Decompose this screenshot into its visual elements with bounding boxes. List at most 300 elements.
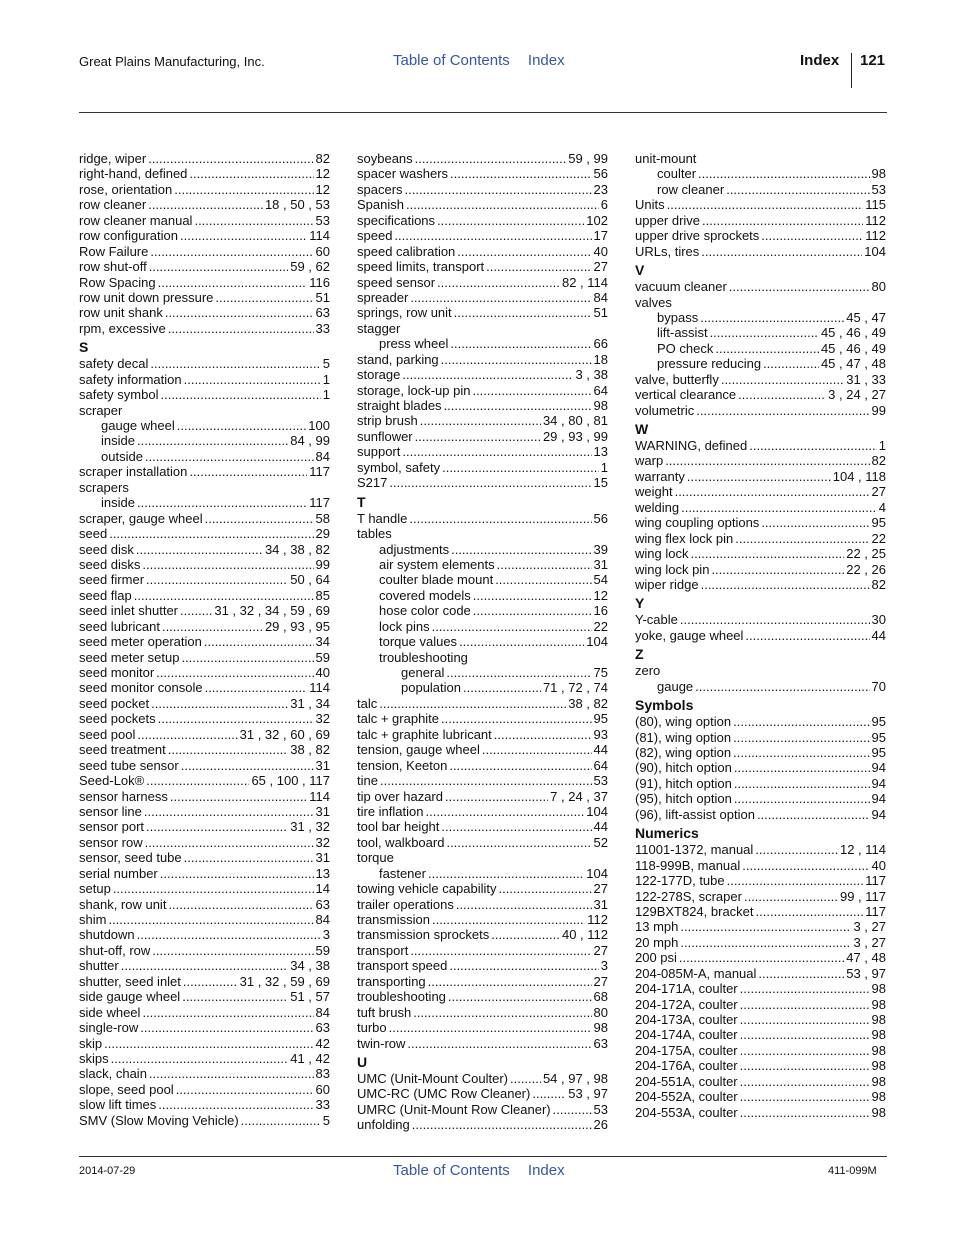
index-term: single-row [79, 1020, 139, 1036]
index-page-refs[interactable]: 60 [315, 243, 330, 259]
index-page-refs[interactable]: 93 [593, 726, 608, 742]
dot-leader [740, 981, 870, 996]
index-term: coulter [657, 166, 697, 182]
index-page-refs[interactable]: 50 , 64 [290, 572, 330, 588]
index-entry [79, 943, 330, 958]
index-page-refs[interactable]: 47 , 48 [846, 950, 886, 966]
index-page-refs[interactable]: 3 , 27 [853, 934, 886, 950]
index-page-refs[interactable]: 27 [593, 973, 608, 989]
index-page-refs[interactable]: 31 [315, 757, 330, 773]
index-term: towing vehicle capability [357, 881, 497, 897]
index-page-refs[interactable]: 104 [586, 634, 608, 650]
index-entry [357, 742, 608, 757]
index-page-refs[interactable]: 1 [322, 371, 330, 387]
index-page-refs[interactable]: 99 [871, 402, 886, 418]
index-page-refs[interactable]: 82 [315, 151, 330, 166]
index-page-refs[interactable]: 29 , 93 , 95 [264, 618, 330, 634]
index-page-refs[interactable]: 84 [315, 448, 330, 464]
index-term: Row Spacing [79, 274, 156, 290]
index-page-refs[interactable]: 98 [871, 1012, 886, 1027]
index-page-refs[interactable]: 94 [871, 791, 886, 807]
index-page-refs[interactable]: 16 [593, 603, 608, 619]
index-page-refs[interactable]: 32 [315, 834, 330, 850]
index-entry [357, 711, 608, 726]
index-page-refs[interactable]: 84 , 99 [290, 433, 330, 449]
index-page-refs[interactable]: 31 , 32 , 59 , 69 [239, 973, 330, 989]
index-page-refs[interactable]: 116 [309, 274, 330, 290]
index-page-refs[interactable]: 41 , 42 [290, 1050, 330, 1066]
index-page-refs[interactable]: 117 [309, 464, 330, 480]
index-page-refs[interactable]: 117 [309, 495, 330, 511]
index-entry [357, 197, 608, 212]
index-page-refs[interactable]: 115 [865, 197, 886, 213]
index-letter-heading: V [635, 262, 645, 279]
dot-leader [241, 1113, 321, 1128]
index-page-refs[interactable]: 63 [593, 1035, 608, 1051]
dot-leader [687, 469, 831, 484]
index-page-refs[interactable]: 31 , 32 , 34 , 59 , 69 [214, 603, 330, 619]
index-page-refs[interactable]: 70 [871, 678, 886, 694]
index-term: fastener [379, 865, 426, 881]
index-page-refs[interactable]: 1 [600, 459, 608, 475]
index-page-refs[interactable]: 66 [593, 336, 608, 352]
index-term: talc + graphite [357, 711, 440, 727]
index-page-refs[interactable]: 95 [871, 745, 886, 760]
index-page-refs[interactable]: 40 , 112 [561, 927, 608, 943]
dot-leader [734, 760, 870, 775]
dot-leader [428, 866, 584, 881]
footer-toc-link[interactable]: Table of Contents [393, 1162, 510, 1179]
index-page-refs[interactable]: 31 , 33 [846, 371, 886, 387]
index-entry [635, 1105, 886, 1120]
index-page-refs[interactable]: 100 [308, 418, 330, 433]
index-term: row unit shank [79, 305, 163, 321]
index-page-refs[interactable]: 15 [593, 475, 608, 491]
index-term: row shut-off [79, 259, 147, 275]
index-page-refs[interactable]: 44 [593, 742, 608, 758]
index-entry [79, 1066, 330, 1081]
index-term: turbo [357, 1020, 387, 1036]
index-term: wing lock pin [635, 561, 710, 577]
index-page-refs[interactable]: 18 , 50 , 53 [264, 197, 330, 213]
index-page-refs[interactable]: 3 [600, 958, 608, 974]
dot-leader [700, 310, 844, 325]
index-page-refs[interactable]: 117 [865, 903, 886, 919]
index-page-refs[interactable]: 27 [593, 259, 608, 275]
index-page-refs[interactable]: 53 [871, 181, 886, 197]
index-page-refs[interactable]: 34 [315, 634, 330, 650]
index-term: transmission [357, 912, 430, 927]
index-page-refs[interactable]: 27 [871, 484, 886, 500]
index-term: 204-176A, coulter [635, 1058, 738, 1074]
index-page-refs[interactable]: 52 [593, 834, 608, 850]
index-page-refs[interactable]: 98 [871, 1042, 886, 1058]
index-page-refs[interactable]: 7 , 24 , 37 [550, 788, 608, 804]
index-page-refs[interactable]: 53 [593, 1101, 608, 1117]
index-page-refs[interactable]: 114 [309, 228, 330, 244]
index-entry [635, 515, 886, 530]
index-page-refs[interactable]: 98 [871, 1089, 886, 1105]
index-entry [357, 789, 608, 804]
dot-leader [162, 619, 263, 634]
index-page-refs[interactable]: 63 [315, 1020, 330, 1036]
index-page-refs[interactable]: 95 [871, 515, 886, 531]
index-page-refs[interactable]: 63 [315, 305, 330, 321]
index-entry [357, 588, 608, 603]
index-page-refs[interactable]: 114 [309, 680, 330, 696]
index-page-refs[interactable]: 54 [593, 572, 608, 588]
index-page-refs[interactable]: 59 [315, 649, 330, 665]
dot-leader [679, 950, 844, 965]
index-page-refs[interactable]: 82 [871, 453, 886, 469]
index-page-refs[interactable]: 5 [322, 1112, 330, 1128]
index-page-refs[interactable]: 45 , 46 , 49 [820, 340, 886, 356]
index-term: Spanish [357, 197, 404, 213]
index-page-refs[interactable]: 104 [864, 243, 886, 259]
dot-leader [498, 881, 591, 896]
index-term: spacers [357, 181, 403, 197]
index-page-refs[interactable]: 40 [593, 243, 608, 259]
index-page-refs[interactable]: 84 [315, 912, 330, 927]
index-term: UMC (Unit-Mount Coulter) [357, 1070, 508, 1086]
index-page-refs[interactable]: 12 , 114 [839, 842, 886, 858]
index-page-refs[interactable]: 3 , 38 [575, 367, 608, 383]
index-page-refs[interactable]: 44 [871, 627, 886, 643]
dot-leader [744, 889, 838, 904]
index-page-refs[interactable]: 3 , 24 , 27 [828, 387, 886, 403]
dot-leader [150, 244, 313, 259]
index-page-refs[interactable]: 94 [871, 806, 886, 822]
index-page-refs[interactable]: 45 , 47 [846, 309, 886, 325]
dot-leader [763, 356, 819, 371]
index-page-refs[interactable]: 104 [586, 803, 608, 819]
index-page-refs[interactable]: 1 [322, 387, 330, 403]
index-page-refs[interactable]: 82 [871, 576, 886, 592]
index-page-refs[interactable]: 99 [315, 556, 330, 572]
index-page-refs[interactable]: 82 , 114 [561, 274, 608, 290]
index-page-refs[interactable]: 34 , 38 , 82 [264, 541, 330, 557]
dot-leader [205, 511, 314, 526]
dot-leader [425, 804, 584, 819]
index-page-refs[interactable]: 27 [593, 881, 608, 897]
index-page-refs[interactable]: 53 , 97 [568, 1086, 608, 1102]
index-page-refs[interactable]: 18 [593, 351, 608, 367]
index-page-refs[interactable]: 42 [315, 1035, 330, 1051]
index-entry [357, 943, 608, 958]
dot-leader [409, 511, 591, 526]
index-entry [635, 279, 886, 294]
index-entry [357, 275, 608, 290]
index-entry [635, 791, 886, 806]
index-term: soybeans [357, 151, 413, 166]
dot-leader [379, 696, 566, 711]
index-term: 122-177D, tube [635, 873, 725, 889]
dot-leader [145, 449, 314, 464]
index-term: seed disks [79, 556, 141, 572]
index-entry [635, 295, 886, 310]
index-entry [79, 850, 330, 865]
index-entry [357, 1117, 608, 1132]
index-entry [357, 352, 608, 367]
index-page-refs[interactable]: 53 [315, 212, 330, 228]
index-page-refs[interactable]: 84 [593, 289, 608, 305]
index-page-refs[interactable]: 112 [865, 212, 886, 228]
index-term: SMV (Slow Moving Vehicle) [79, 1112, 239, 1128]
dot-leader [755, 842, 838, 857]
index-term: T handle [357, 510, 408, 526]
index-page-refs[interactable]: 22 [871, 530, 886, 546]
index-page-refs[interactable]: 117 [865, 873, 886, 889]
index-page-refs[interactable]: 22 , 26 [846, 561, 886, 577]
index-page-refs[interactable]: 14 [315, 881, 330, 897]
index-page-refs[interactable]: 60 [315, 1081, 330, 1097]
index-page-refs[interactable]: 83 [315, 1066, 330, 1082]
index-term: row cleaner [657, 181, 725, 197]
index-page-refs[interactable]: 54 , 97 , 98 [542, 1070, 608, 1086]
index-page-refs[interactable]: 95 [593, 711, 608, 727]
index-page-refs[interactable]: 34 , 38 [290, 958, 330, 974]
index-term: population [401, 680, 461, 696]
index-page-refs[interactable]: 98 [871, 981, 886, 997]
index-page-refs[interactable]: 99 , 117 [839, 888, 886, 904]
index-page-refs[interactable]: 112 [587, 912, 608, 927]
index-term: air system elements [379, 556, 495, 572]
dot-leader [420, 413, 541, 428]
index-page-refs[interactable]: 98 [871, 1027, 886, 1043]
index-page-refs[interactable]: 98 [593, 398, 608, 413]
dot-leader [432, 912, 585, 927]
footer-index-link[interactable]: Index [527, 1162, 565, 1179]
index-entry [79, 372, 330, 387]
dot-leader [494, 727, 592, 742]
index-page-refs[interactable]: 95 [871, 729, 886, 745]
index-page-refs[interactable]: 56 [593, 510, 608, 526]
index-term: seed meter operation [79, 634, 202, 650]
index-term: 11001-1372, manual [635, 842, 754, 858]
dot-leader [189, 166, 313, 181]
index-page-refs[interactable]: 31 , 32 , 60 , 69 [239, 726, 330, 742]
index-page-refs[interactable]: 94 [871, 775, 886, 791]
index-term: row cleaner [79, 197, 147, 213]
dot-leader [456, 897, 592, 912]
dot-leader [510, 1071, 541, 1086]
index-page-refs[interactable]: 94 [871, 760, 886, 776]
index-term: valves [635, 294, 672, 310]
index-term: outside [101, 448, 143, 464]
dot-leader [148, 151, 313, 166]
index-term: transmission sprockets [357, 927, 490, 943]
index-term: row configuration [79, 228, 178, 244]
index-page-refs[interactable]: 23 [593, 181, 608, 197]
index-page-refs[interactable]: 68 [593, 989, 608, 1005]
index-term: covered models [379, 587, 471, 603]
index-link[interactable]: Index [527, 52, 565, 69]
index-term: transport [357, 942, 409, 958]
index-page-refs[interactable]: 6 [600, 197, 608, 213]
index-entry [79, 742, 330, 757]
dot-leader [734, 791, 870, 806]
dot-leader [473, 588, 592, 603]
index-page-refs[interactable]: 30 [871, 612, 886, 628]
index-page-refs[interactable]: 51 , 57 [290, 989, 330, 1005]
index-entry [635, 889, 886, 904]
index-page-refs[interactable]: 63 [315, 896, 330, 912]
index-page-refs[interactable]: 98 [871, 996, 886, 1012]
dot-leader [680, 935, 851, 950]
index-page-refs[interactable]: 5 [322, 356, 330, 372]
index-page-refs[interactable]: 29 , 93 , 99 [542, 428, 608, 444]
dot-leader [165, 305, 314, 320]
index-page-refs[interactable]: 65 , 100 , 117 [251, 773, 330, 789]
index-page-refs[interactable]: 59 , 62 [290, 259, 330, 275]
index-page-refs[interactable]: 29 [315, 526, 330, 542]
index-term: speed limits, transport [357, 259, 485, 275]
index-entry [79, 619, 330, 634]
index-term: coulter blade mount [379, 572, 494, 588]
index-page-refs[interactable]: 40 [315, 665, 330, 680]
index-page-refs[interactable]: 95 [871, 714, 886, 730]
index-page-refs[interactable]: 31 [593, 556, 608, 572]
index-page-refs[interactable]: 80 [593, 1004, 608, 1020]
index-page-refs[interactable]: 59 , 99 [568, 151, 608, 166]
index-page-refs[interactable]: 38 , 82 [290, 742, 330, 758]
index-page-refs[interactable]: 75 [593, 665, 608, 680]
dot-leader [749, 438, 877, 453]
index-term: 200 psi [635, 950, 677, 966]
index-page-refs[interactable]: 22 , 25 [846, 546, 886, 562]
index-page-refs[interactable]: 84 [315, 1004, 330, 1020]
index-page-refs[interactable]: 22 [593, 618, 608, 634]
index-term: side gauge wheel [79, 989, 181, 1005]
index-page-refs[interactable]: 26 [593, 1117, 608, 1133]
dot-leader [181, 650, 313, 665]
index-entry [635, 469, 886, 484]
index-page-refs[interactable]: 98 [871, 1073, 886, 1089]
index-page-refs[interactable]: 58 [315, 510, 330, 526]
index-entry [357, 665, 608, 680]
index-term: seed disk [79, 541, 134, 557]
index-page-refs[interactable]: 51 [315, 289, 330, 305]
index-page-refs[interactable]: 80 [871, 279, 886, 295]
index-entry [635, 966, 886, 981]
index-page-refs[interactable]: 31 [315, 803, 330, 819]
dot-leader [441, 352, 592, 367]
toc-link[interactable]: Table of Contents [393, 52, 510, 69]
index-term: lift-assist [657, 325, 708, 341]
index-term: UMRC (Unit-Mount Row Cleaner) [357, 1101, 551, 1117]
index-letter-heading: S [79, 339, 89, 356]
index-page-refs[interactable]: 12 [315, 166, 330, 182]
index-page-refs[interactable]: 104 , 118 [832, 468, 886, 484]
index-entry [357, 429, 608, 444]
index-page-refs[interactable]: 31 [315, 850, 330, 866]
index-term: transport speed [357, 958, 448, 974]
index-page-refs[interactable]: 39 [593, 541, 608, 557]
index-term: stagger [357, 320, 401, 336]
index-page-refs[interactable]: 59 [315, 942, 330, 958]
index-entry [79, 495, 330, 510]
index-entry [357, 151, 608, 166]
index-page-refs[interactable]: 112 [865, 228, 886, 244]
index-page-refs[interactable]: 45 , 47 , 48 [820, 356, 886, 372]
index-term: volumetric [635, 402, 695, 418]
dot-leader [667, 197, 864, 212]
index-entry [79, 989, 330, 1004]
footer-rule [79, 1156, 887, 1157]
index-page-refs[interactable]: 32 [315, 711, 330, 727]
index-page-refs[interactable]: 56 [593, 166, 608, 182]
index-page-refs[interactable]: 34 , 80 , 81 [542, 413, 608, 429]
index-entry [357, 383, 608, 398]
dot-leader [410, 943, 591, 958]
index-page-refs[interactable]: 38 , 82 [568, 695, 608, 711]
index-page-refs[interactable]: 13 [593, 444, 608, 460]
index-entry [79, 480, 330, 495]
index-page-refs[interactable]: 3 [322, 927, 330, 943]
index-page-refs[interactable]: 13 [315, 865, 330, 881]
dot-leader [721, 372, 844, 387]
index-page-refs[interactable]: 40 [871, 857, 886, 873]
index-page-refs[interactable]: 12 [315, 181, 330, 197]
index-page-refs[interactable]: 33 [315, 1097, 330, 1113]
index-page-refs[interactable]: 51 [593, 305, 608, 321]
index-page-refs[interactable]: 53 [593, 773, 608, 789]
dot-leader [204, 634, 314, 649]
index-page-refs[interactable]: 98 [871, 1058, 886, 1074]
index-page-refs[interactable]: 45 , 46 , 49 [820, 325, 886, 341]
index-page-refs[interactable]: 31 , 32 [290, 819, 330, 835]
index-page-refs[interactable]: 31 , 34 [290, 695, 330, 711]
index-entry [79, 819, 330, 834]
page-header [0, 0, 954, 113]
index-page-refs[interactable]: 102 [586, 212, 608, 228]
index-page-refs[interactable]: 64 [593, 757, 608, 773]
index-page-refs[interactable]: 71 , 72 , 74 [542, 680, 608, 696]
dot-leader [184, 372, 321, 387]
index-term: bypass [657, 309, 699, 325]
index-page-refs[interactable]: 64 [593, 382, 608, 398]
index-page-refs[interactable]: 33 [315, 320, 330, 336]
index-entry [635, 997, 886, 1012]
index-entry [357, 958, 608, 973]
dot-leader [412, 1117, 592, 1132]
index-page-refs[interactable]: 114 [309, 788, 330, 804]
index-term: shutter, seed inlet [79, 973, 181, 989]
index-page-refs[interactable]: 3 , 27 [853, 919, 886, 935]
index-page-refs[interactable]: 98 [593, 1020, 608, 1036]
dot-leader [740, 1074, 870, 1089]
index-page-refs[interactable]: 44 [593, 819, 608, 835]
index-page-refs[interactable]: 53 , 97 [846, 965, 886, 981]
index-page-refs[interactable]: 98 [871, 1104, 886, 1120]
index-page-refs[interactable]: 98 [871, 166, 886, 182]
index-page-refs[interactable]: 104 [586, 865, 608, 881]
index-page-refs[interactable]: 1 [878, 438, 886, 453]
dot-leader [140, 1020, 313, 1035]
index-page-refs[interactable]: 27 [593, 942, 608, 958]
index-term: rpm, excessive [79, 320, 166, 336]
index-page-refs[interactable]: 31 [593, 896, 608, 912]
index-term: sensor port [79, 819, 145, 835]
index-page-refs[interactable]: 4 [878, 499, 886, 515]
index-page-refs[interactable]: 17 [593, 228, 608, 244]
dot-leader [109, 526, 313, 541]
index-page-refs[interactable]: 12 [593, 587, 608, 603]
index-entry [635, 760, 886, 775]
index-page-refs[interactable]: 85 [315, 587, 330, 603]
index-entry [79, 835, 330, 850]
index-entry [357, 974, 608, 989]
